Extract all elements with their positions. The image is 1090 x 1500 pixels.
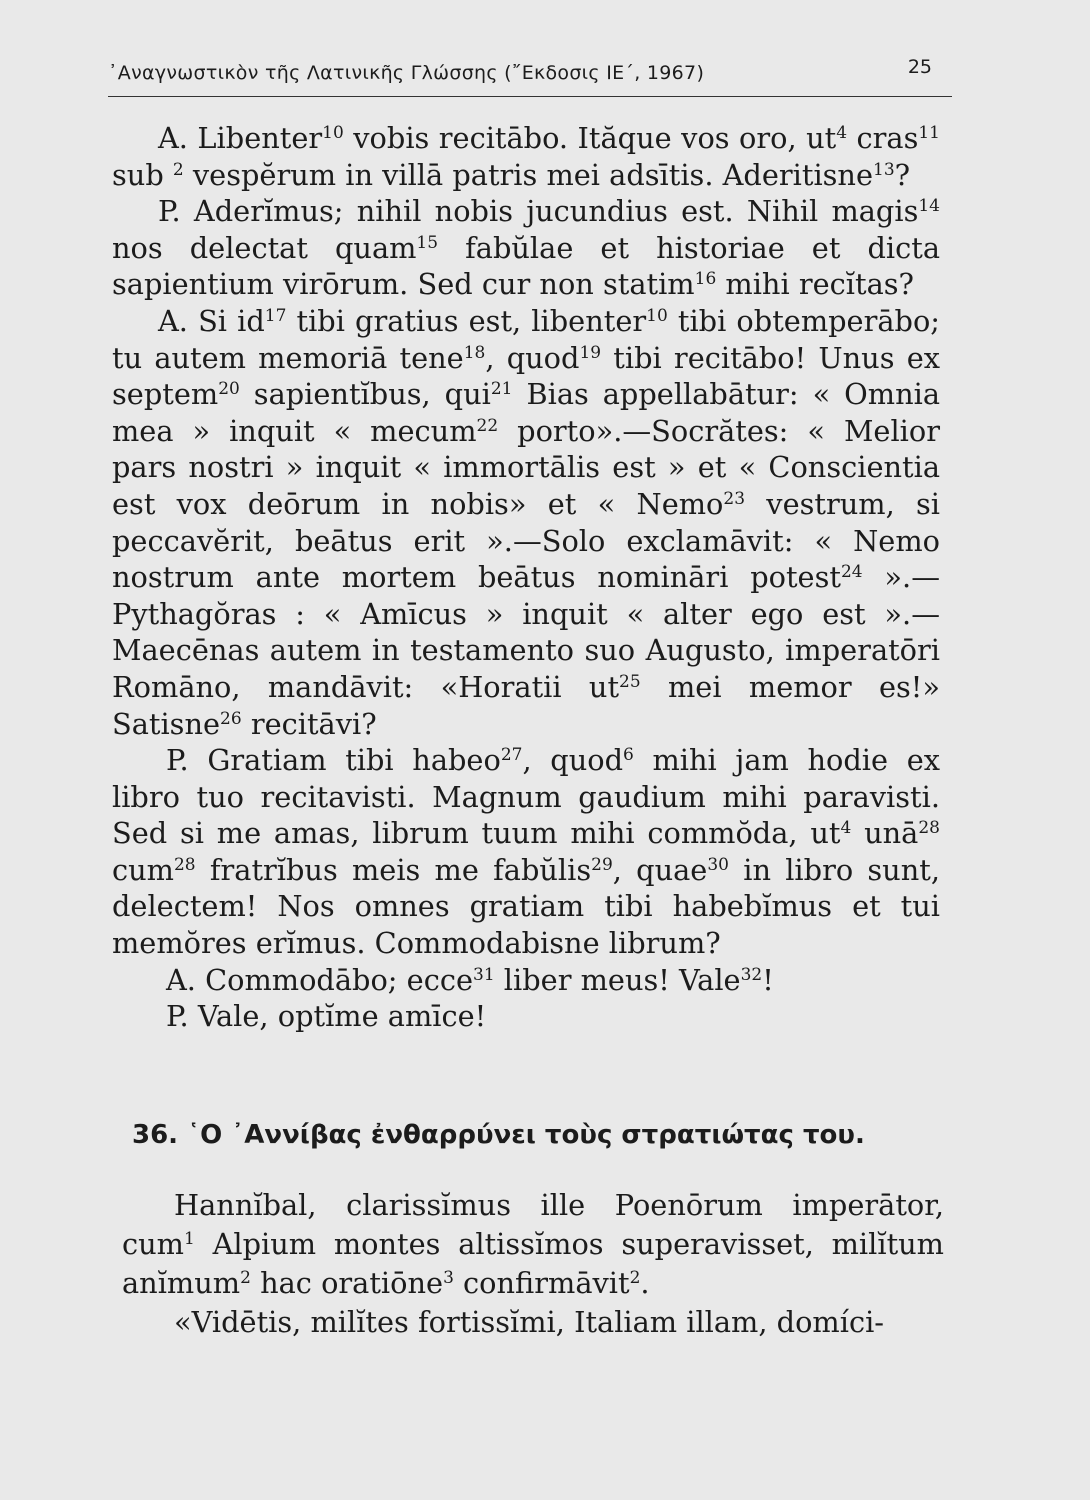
text-run: . [640, 1266, 650, 1300]
header-rule [108, 96, 952, 97]
footnote-ref: 13 [873, 159, 895, 180]
footnote-ref: 2 [629, 1267, 641, 1288]
footnote-ref: 4 [840, 818, 852, 839]
footnote-ref: 28 [918, 818, 940, 839]
text-run: Alpium montes altissĭmos superavisset, milĭtum anĭmum [122, 1227, 944, 1300]
text-run: in libro sunt, delectem! Nos omnes gratiam tibi habebĭmus et tui memŏres erĭmus. Commodabisne librum? [112, 852, 940, 961]
text-run: fratrĭbus meis me fabŭlis [195, 852, 592, 887]
text-run: mihi jam hodie ex libro tuo recitavisti. Magnum gaudium mihi paravisti. Sed si me amas, librum tuum mihi commŏda, ut [112, 743, 940, 851]
text-run: Hannĭbal, clarissĭmus ille Poenōrum imperātor, cum [122, 1188, 944, 1261]
footnote-ref: 4 [836, 122, 848, 143]
footnote-ref: 10 [646, 305, 668, 326]
text-run: P. Gratiam tibi habeo [166, 743, 501, 778]
footnote-ref: 18 [463, 342, 486, 363]
paragraph [122, 1186, 944, 1303]
footnote-ref: 29 [591, 854, 613, 875]
text-run: , quae [612, 852, 708, 887]
text-run: vespĕrum in villā patris mei adsītis. Aderitisne [183, 157, 874, 192]
text-run: liber meus! Vale [494, 962, 741, 997]
section-text [122, 1186, 944, 1342]
text-run: P. Aderĭmus; nihil nobis jucundius est. Nihil magis [158, 194, 919, 229]
paragraph: «Vidētis, milĭtes fortissĭmi, Italiam illam, domíci- [174, 1305, 885, 1339]
text-run: cras [847, 121, 919, 155]
footnote-ref: 25 [619, 671, 641, 692]
text-run: vestrum, si peccavĕrit, beātus erit ».—Solo exclamāvit: « Nemo nostrum ante mortem beātus nomināri potest [112, 486, 940, 595]
text-run: sapientĭbus, qui [239, 377, 491, 412]
text-run: ? [894, 157, 911, 192]
text-run: A. Commodābo; ecce [166, 962, 473, 997]
paragraph [112, 120, 940, 193]
running-title: ᾽Αναγνωστικὸν τῆς Λατινικῆς Γλώσσης (῎Εκδοσις ΙΕ΄, 1967) [108, 62, 705, 84]
footnote-ref: 27 [500, 744, 523, 765]
footnote-ref: 21 [490, 378, 513, 399]
text-run: tibi obtemperābo; tu autem memoriā tene [112, 303, 941, 375]
footnote-ref: 28 [173, 854, 196, 875]
footnote-ref: 19 [579, 342, 602, 363]
text-run: ».—Pythagŏras : « Amīcus » inquit « alter ego est ».—Maecēnas autem in testamento suo Augusto, imperatōri Romāno, mandāvit: «Horatii ut [112, 560, 940, 704]
text-run: unā [851, 816, 919, 851]
text-run: vobis recitābo. Ităque vos oro, ut [343, 121, 837, 155]
text-run: recitāvi? [241, 706, 377, 741]
page-number: 25 [907, 56, 932, 78]
text-run: hac oratiōne [250, 1266, 444, 1300]
text-run: mihi recĭtas? [716, 267, 914, 302]
text-run: nos delectat quam [112, 230, 417, 265]
text-run: ! [762, 962, 774, 997]
footnote-ref: 10 [322, 122, 344, 143]
footnote-ref: 32 [740, 964, 763, 985]
footnote-ref: 1 [183, 1228, 195, 1249]
dialogue-text [112, 120, 940, 1035]
footnote-ref: 2 [172, 159, 184, 180]
footnote-ref: 11 [918, 122, 940, 143]
paragraph [112, 193, 940, 303]
footnote-ref: 20 [218, 378, 240, 399]
footnote-ref: 24 [840, 561, 863, 582]
footnote-ref: 14 [918, 196, 940, 216]
paragraph: P. Vale, optĭme amīce! [166, 999, 487, 1034]
footnote-ref: 6 [623, 744, 634, 765]
section-heading: 36. ῾Ο ᾽Αννίβας ἐνθαρρύνει τοὺς στρατιώτας του. [132, 1120, 865, 1150]
footnote-ref: 23 [723, 488, 746, 509]
text-run: mei memor es!» Satisne [112, 669, 940, 741]
footnote-ref: 17 [264, 305, 287, 326]
footnote-ref: 2 [240, 1267, 251, 1288]
running-header [108, 56, 932, 96]
text-run: sub [112, 157, 173, 192]
text-run: tibi gratius est, libenter [286, 303, 647, 338]
footnote-ref: 15 [416, 232, 439, 253]
paragraph [112, 742, 940, 962]
text-run: A. Si id [158, 303, 265, 338]
footnote-ref: 3 [443, 1267, 454, 1288]
text-run: Bias appellabātur: « Omnia mea » inquit « mecum [112, 377, 941, 448]
text-run: fabŭlae et historiae et dicta sapientium virōrum. Sed cur non statim [112, 230, 940, 302]
paragraph [112, 962, 940, 999]
footnote-ref: 16 [694, 269, 717, 290]
footnote-ref: 30 [707, 854, 729, 875]
text-run: tibi recitābo! Unus ex septem [112, 340, 940, 412]
footnote-ref: 22 [476, 415, 499, 436]
footnote-ref: 26 [220, 708, 242, 729]
text-run: confirmāvit [453, 1266, 630, 1300]
text-run: , quod [485, 340, 580, 375]
text-run: porto».—Socrătes: « Melior pars nostri » inquit « immortālis est » et « Conscientia est vox deōrum in nobis» et « Nemo [112, 413, 940, 521]
text-run: A. Libenter [158, 121, 323, 155]
text-run: , quod [522, 743, 624, 778]
text-run: cum [112, 852, 174, 887]
paragraph [112, 303, 940, 742]
footnote-ref: 31 [473, 964, 495, 985]
